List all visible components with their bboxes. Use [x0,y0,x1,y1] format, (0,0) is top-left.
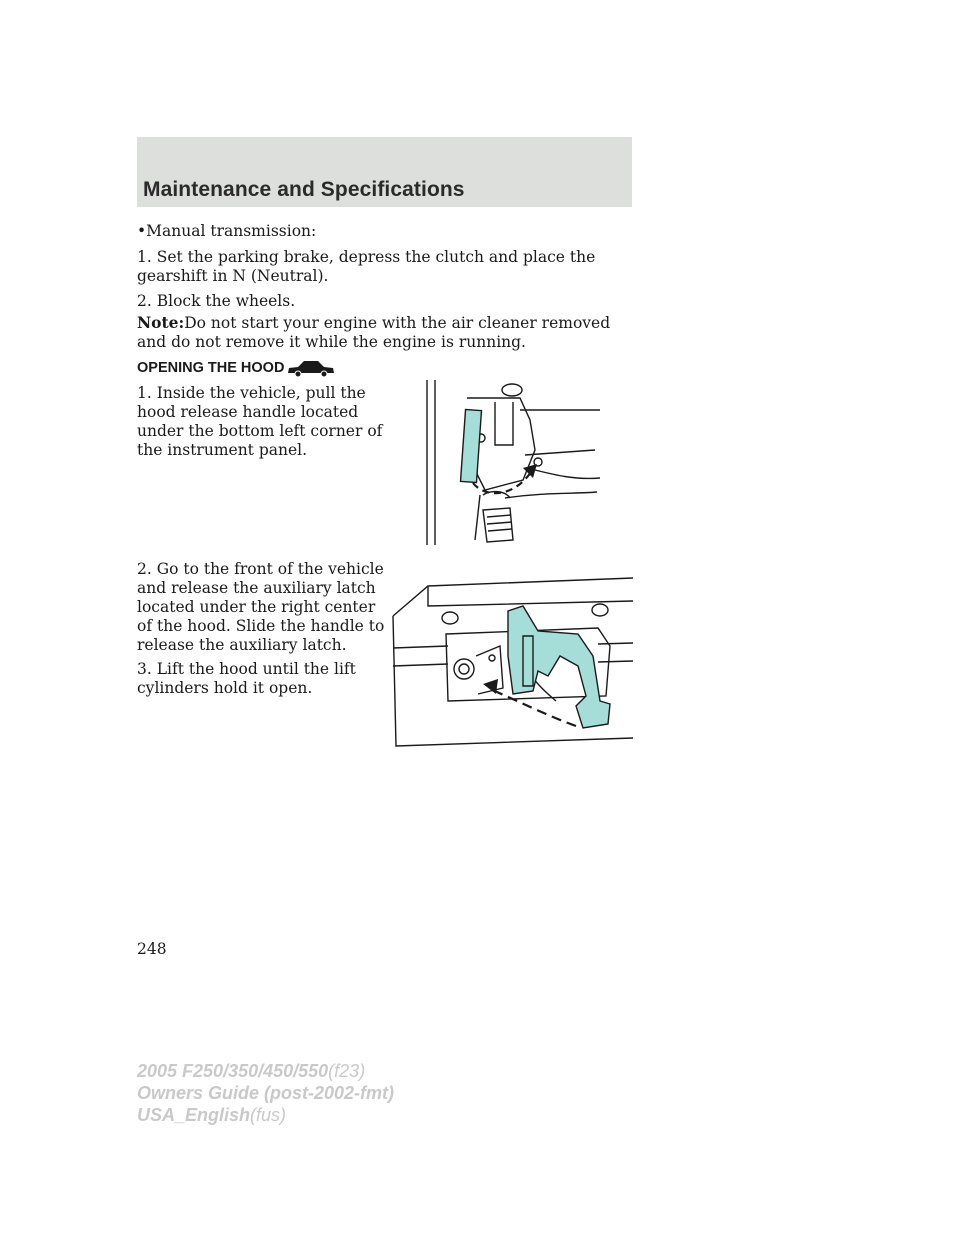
bullet-symbol: • [137,222,147,240]
section-heading-text: OPENING THE HOOD [137,360,285,376]
footer-line-3 [137,1104,394,1126]
bullet-text: Manual transmission: [146,222,317,240]
note-paragraph [137,313,632,352]
step-1-text: 1. Set the parking brake, depress the clutch and place the gearshift in N (Neutral). [137,248,596,285]
step-2-text: 2. Block the wheels. [137,292,296,310]
footer-model: 2005 F250/350/450/550 [137,1061,329,1081]
page-number: 248 [137,940,167,958]
footer-locale-code: (fus) [250,1105,287,1125]
hood-step-3-text: 3. Lift the hood until the lift cylinders hold it open. [137,660,356,697]
note-label: Note: [137,313,185,332]
car-icon [286,358,336,378]
section-heading [137,358,336,378]
hood-step-1-text: 1. Inside the vehicle, pull the hood release handle located under the bottom left corner of the instrument panel. [137,384,383,459]
document-footer [137,1060,394,1126]
note-text: Do not start your engine with the air cleaner removed and do not remove it while the engine is running. [137,314,611,351]
footer-line-2: Owners Guide (post-2002-fmt) [137,1083,395,1103]
hood-release-illustration [425,380,605,545]
footer-line-1 [137,1060,394,1082]
bullet-item [137,222,632,241]
page-header-title: Maintenance and Specifications [143,178,465,201]
hood-step-2-text: 2. Go to the front of the vehicle and release the auxiliary latch located under the right center of the hood. Slide the handle to release the auxiliary latch. [137,560,385,654]
footer-model-code: (f23) [328,1061,366,1081]
footer-locale: USA_English [137,1105,251,1125]
auxiliary-latch-illustration [388,576,636,748]
